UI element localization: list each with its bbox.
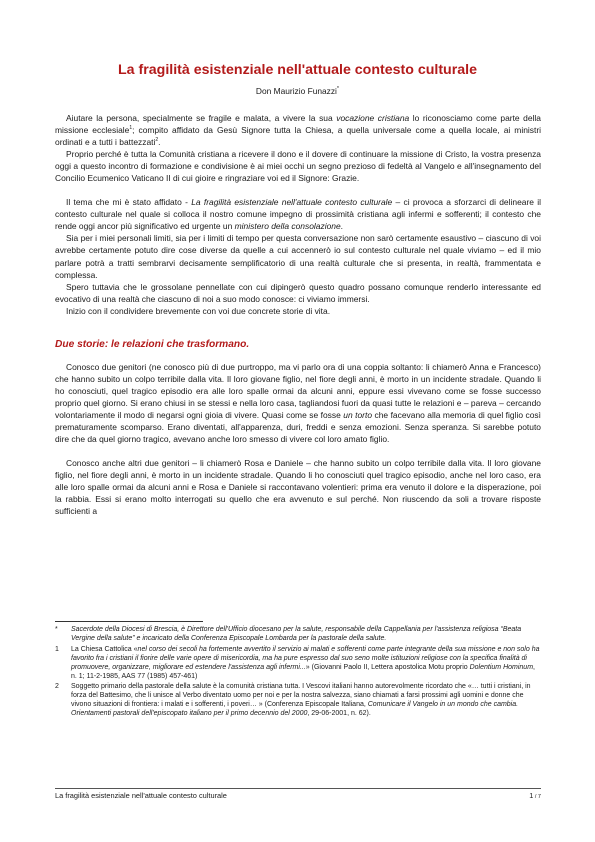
- author-footnote-mark: *: [336, 86, 340, 93]
- p1-text-a: Aiutare la persona, specialmente se fragile e malata, a vivere la sua: [66, 113, 337, 123]
- footnote-1-text-b: » (Giovanni Paolo II, Lettera apostolica Motu proprio: [305, 663, 470, 671]
- footnote-ref-1: 1: [129, 125, 133, 132]
- footnotes: [55, 626, 541, 719]
- footnote-ref-2: 2: [155, 137, 159, 144]
- paragraph-3: [55, 196, 541, 232]
- paragraph-gap: [55, 445, 541, 457]
- footnote-1-quote: nel corso dei secoli ha fortemente avvertito il servizio ai malati e sofferenti come parte integrante della sua missione e non solo ha favorito fra i cristiani il fiorire delle varie opere di misericordia, ma ha pure espresso dal suo seno molte istituzioni religiose con la specifica finalità di promuovere, organizzare, migliorare ed estendere l'assistenza agli infermi...: [71, 645, 540, 671]
- author-line: [55, 86, 540, 96]
- p1-emphasis: vocazione cristiana: [336, 113, 410, 123]
- page-footer: [55, 788, 541, 800]
- p1-text-c: ; compito affidato da Gesù Signore tutta la Chiesa, a quella universale come a quella locale, ai ministri ordinati e a tutti i battezzati: [55, 125, 542, 148]
- paragraph-7: [55, 361, 541, 445]
- current-page: 1: [529, 791, 534, 800]
- paragraph-2: Proprio perché è tutta la Comunità cristiana a ricevere il dono e il dovere di continuare la missione di Cristo, la vostra presenza oggi a questo incontro di formazione e condivisione è ai miei occhi un segno prezioso di fedeltà al Vangelo e all'insegnamento del Concilio Ecumenico Vaticano II di cui gioire e ringraziare voi ed il Signore: Grazie.: [55, 149, 541, 184]
- footnote-2-text-b: , 29-06-2001, n. 62).: [307, 710, 371, 718]
- p3-emphasis-2: ministero della consolazione: [234, 221, 341, 232]
- footer-title: La fragilità esistenziale nell'attuale contesto culturale: [55, 791, 227, 800]
- author-name: Don Maurizio Funazzi: [255, 86, 337, 96]
- p7-text-a: Conosco due genitori (ne conosco più di due purtroppo, ma vi parlo ora di una coppia soltanto: li chiamerò Anna e Francesco) che hanno subito un colpo terribile dalla vita. Il loro giovane figlio, nel fiore degli anni, è morto in un incidente stradale. Quando li ho conosciuti, quel tragico episodio era alle loro spalle ormai da alcuni anni, eppure essi vivevano come se fosse successo proprio quel giorno. Si erano chiusi in se stessi e nella loro casa, tagliandosi fuori da quasi tutte le relazioni e – pareva – cercando volontariamente il modo di negarsi ogni gioia di vivere. Quasi come se fosse: [55, 361, 541, 420]
- footnote-mark: 1: [55, 645, 59, 653]
- paragraph-4: Sia per i miei personali limiti, sia per i limiti di tempo per questa conversazione non sarò certamente esaustivo – ciascuno di voi avrebbe certamente potuto dire cose diverse da quelle a cui accennerò io sul contesto culturale nel quale viviamo – ed il mio parlare potrà a tratti sembrarvi decisamente semplificatorio di una realtà culturale che si presenta, in realtà, frammentata e complessa.: [55, 233, 541, 280]
- footnote-1-source-title: Dolentium Hominum: [469, 663, 534, 671]
- footnote-mark: 2: [55, 683, 59, 691]
- footnote-2-source-title: Comunicare il Vangelo in un mondo che cambia. Orientamenti pastorali dell'episcopato italiano per il primo decennio del 2000: [71, 701, 519, 718]
- total-pages: / 7: [533, 794, 541, 800]
- footnote-1: [55, 646, 541, 682]
- footnote-1-text-c: , n. 1; 11-2-1985, AAS 77 (1985) 457-461): [71, 663, 535, 680]
- p1-text-b: lo riconosciamo come parte della missione ecclesiale: [55, 113, 541, 136]
- section-gap: [55, 317, 541, 329]
- footnote-2-text-a: Soggetto primario della pastorale della salute è la comunità cristiana tutta. I Vescovi italiani hanno autorevolmente ricordato che «… tutti i cristiani, in forza del Battesimo, che li unisce al Verbo diventato uomo per noi e per la nostra salvezza, siano chiamati a farsi prossimi agli uomini e donne che vivono situazioni di frontiera: i malati e i sofferenti, i poveri… » (Conferenza Episcopale Italiana,: [71, 683, 531, 709]
- paragraph-6: Inizio con il condividere brevemente con voi due concrete storie di vita.: [66, 305, 331, 316]
- paragraph-8: Conosco anche altri due genitori – li chiamerò Rosa e Daniele – che hanno subito un colpo terribile dalla vita. Il loro giovane figlio, nel fiore degli anni, è morto in un incidente stradale. Quando li ho conosciuti quel tragico episodio, anche nel loro caso, era alle loro spalle ormai da alcuni anni e Rosa e Daniele si raccontavano volentieri: prima era venuto il dolore e la disperazione, poi la rabbia. Essi si erano molto interrogati su quello che era avvenuto e sul perché. Non riuscendo da soli a trovare risposte sufficienti a: [55, 458, 541, 517]
- footnote-separator: [55, 621, 203, 622]
- page-title: La fragilità esistenziale nell'attuale contesto culturale: [118, 62, 477, 78]
- page-number: [529, 791, 541, 800]
- footnote-2: [55, 683, 541, 719]
- heading-gap: [55, 352, 541, 361]
- paragraph-5: Spero tuttavia che le grossolane pennellate con cui dipingerò questo quadro possano comunque renderlo interessante ed evocativo di una realtà che ciascuno di noi a suo modo conosce: ci viviamo immersi.: [55, 281, 541, 304]
- p1-text-d: .: [158, 137, 161, 148]
- footnote-1-text-a: La Chiesa Cattolica «: [71, 645, 138, 653]
- p3-text-c: .: [340, 221, 344, 232]
- section-gap: [55, 329, 541, 338]
- p3-emphasis-1: La fragilità esistenziale nell'attuale contesto culturale: [191, 197, 393, 208]
- footnote-star: [55, 626, 541, 644]
- p3-text-b: – ci provoca a sforzarci di delineare il contesto culturale nel quale si colloca il nostro comune impegno di prossimità cristiana agli infermi e sofferenti; il contesto che rende oggi ancor più significativo ed urgente un: [55, 197, 541, 232]
- p7-text-b: che facevano alla memoria di quel figlio così prematuramente scomparso. Erano diventati, all'apparenza, duri, freddi e senza emozioni. Senza speranza. Si sarebbe potuto dire che da quel giorno tragico, avevano anche loro smesso di vivere col loro amato figlio.: [55, 409, 541, 445]
- footnote-star-text: Sacerdote della Diocesi di Brescia, è Direttore dell'Ufficio diocesano per la salute, responsabile della Cappellania per l'assistenza religiosa “Beata Vergine della salute” e incaricato della Conferenza Episcopale Lombarda per la pastorale della salute.: [71, 626, 522, 642]
- p3-text-a: Il tema che mi è stato affidato -: [66, 197, 192, 208]
- body-text: [55, 112, 541, 517]
- p7-emphasis: un torto: [343, 409, 373, 420]
- section-heading: Due storie: le relazioni che trasformano.: [55, 338, 250, 350]
- paragraph-gap: [55, 184, 541, 196]
- paragraph-1: [55, 112, 541, 148]
- footnote-mark: *: [55, 626, 58, 633]
